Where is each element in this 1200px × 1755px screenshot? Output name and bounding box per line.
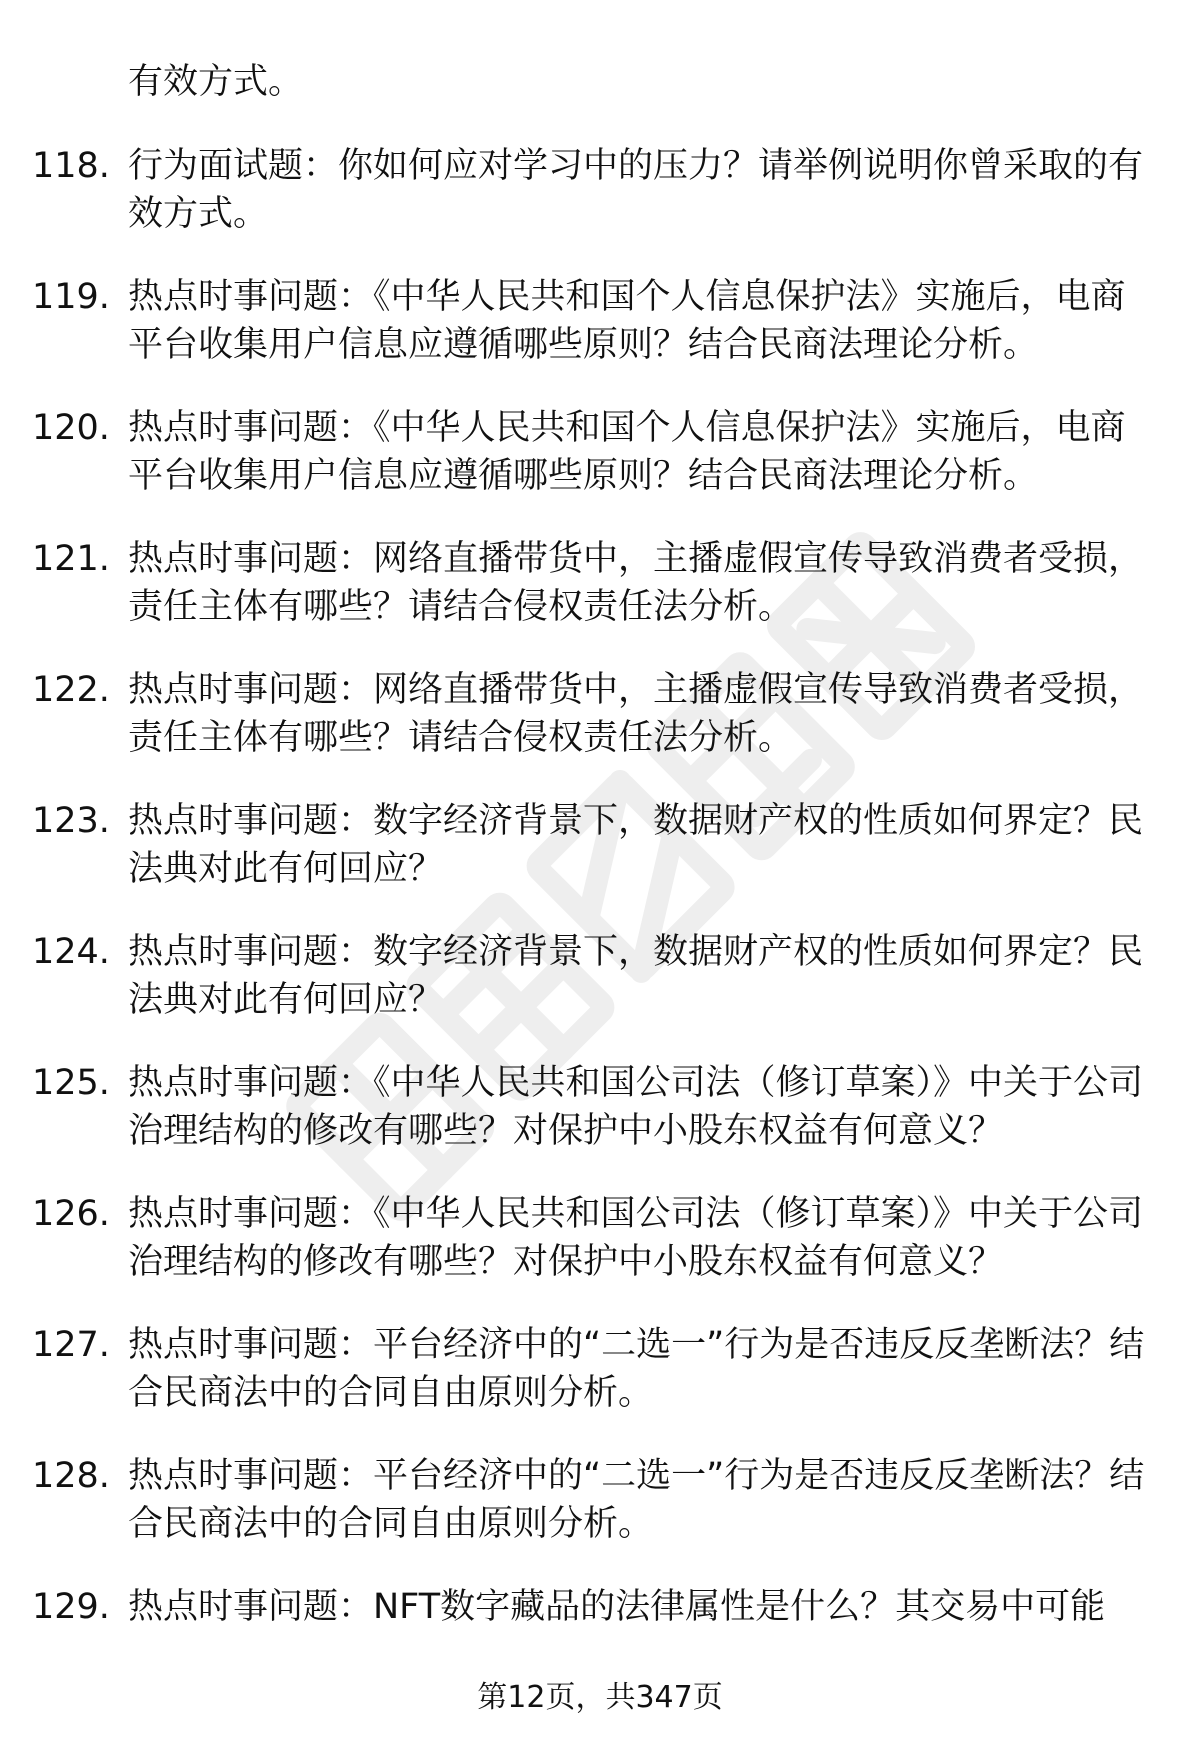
list-item	[0, 928, 1200, 1059]
item-number: 123.	[32, 801, 110, 841]
item-text: 热点时事问题：数字经济背景下，数据财产权的性质如何界定？民法典对此有何回应？	[128, 932, 1144, 1020]
list-item	[0, 273, 1200, 404]
item-text: 热点时事问题：平台经济中的“二选一”行为是否违反反垄断法？结合民商法中的合同自由原则分析。	[128, 1456, 1145, 1544]
item-number: 125.	[32, 1063, 110, 1103]
list-item	[0, 142, 1200, 273]
item-number: 129.	[32, 1587, 110, 1627]
item-number: 122.	[32, 670, 110, 710]
item-text: 热点时事问题：《中华人民共和国公司法（修订草案）》中关于公司治理结构的修改有哪些？对保护中小股东权益有何意义？	[128, 1063, 1144, 1151]
item-number: 127.	[32, 1325, 110, 1365]
item-text: 热点时事问题：《中华人民共和国个人信息保护法》实施后，电商平台收集用户信息应遵循哪些原则？结合民商法理论分析。	[128, 277, 1126, 365]
list-item	[0, 535, 1200, 666]
list-item	[0, 1190, 1200, 1321]
item-text: 热点时事问题：《中华人民共和国公司法（修订草案）》中关于公司治理结构的修改有哪些？对保护中小股东权益有何意义？	[128, 1194, 1144, 1282]
item-text: 热点时事问题：网络直播带货中，主播虚假宣传导致消费者受损，责任主体有哪些？请结合侵权责任法分析。	[128, 670, 1144, 758]
item-text: 行为面试题：你如何应对学习中的压力？请举例说明你曾采取的有效方式。	[128, 146, 1144, 234]
item-number: 121.	[32, 539, 110, 579]
item-text: 热点时事问题：网络直播带货中，主播虚假宣传导致消费者受损，责任主体有哪些？请结合侵权责任法分析。	[128, 539, 1144, 627]
list-item	[0, 666, 1200, 797]
item-number: 119.	[32, 277, 110, 317]
item-text: 热点时事问题：数字经济背景下，数据财产权的性质如何界定？民法典对此有何回应？	[128, 801, 1144, 889]
question-list	[0, 142, 1200, 1714]
list-item	[0, 1059, 1200, 1190]
item-text: 热点时事问题：《中华人民共和国个人信息保护法》实施后，电商平台收集用户信息应遵循哪些原则？结合民商法理论分析。	[128, 408, 1126, 496]
item-number: 124.	[32, 932, 110, 972]
list-item	[0, 1321, 1200, 1452]
item-text: 热点时事问题：NFT数字藏品的法律属性是什么？其交易中可能	[128, 1587, 1106, 1627]
continuation-text: 有效方式。	[128, 62, 304, 102]
list-item	[0, 404, 1200, 535]
item-number: 118.	[32, 146, 110, 186]
item-number: 128.	[32, 1456, 110, 1496]
list-item	[0, 797, 1200, 928]
list-item	[0, 1452, 1200, 1583]
item-text: 热点时事问题：平台经济中的“二选一”行为是否违反反垄断法？结合民商法中的合同自由原则分析。	[128, 1325, 1145, 1413]
item-number: 126.	[32, 1194, 110, 1234]
item-number: 120.	[32, 408, 110, 448]
page-footer: 第12页，共347页	[477, 1680, 723, 1715]
